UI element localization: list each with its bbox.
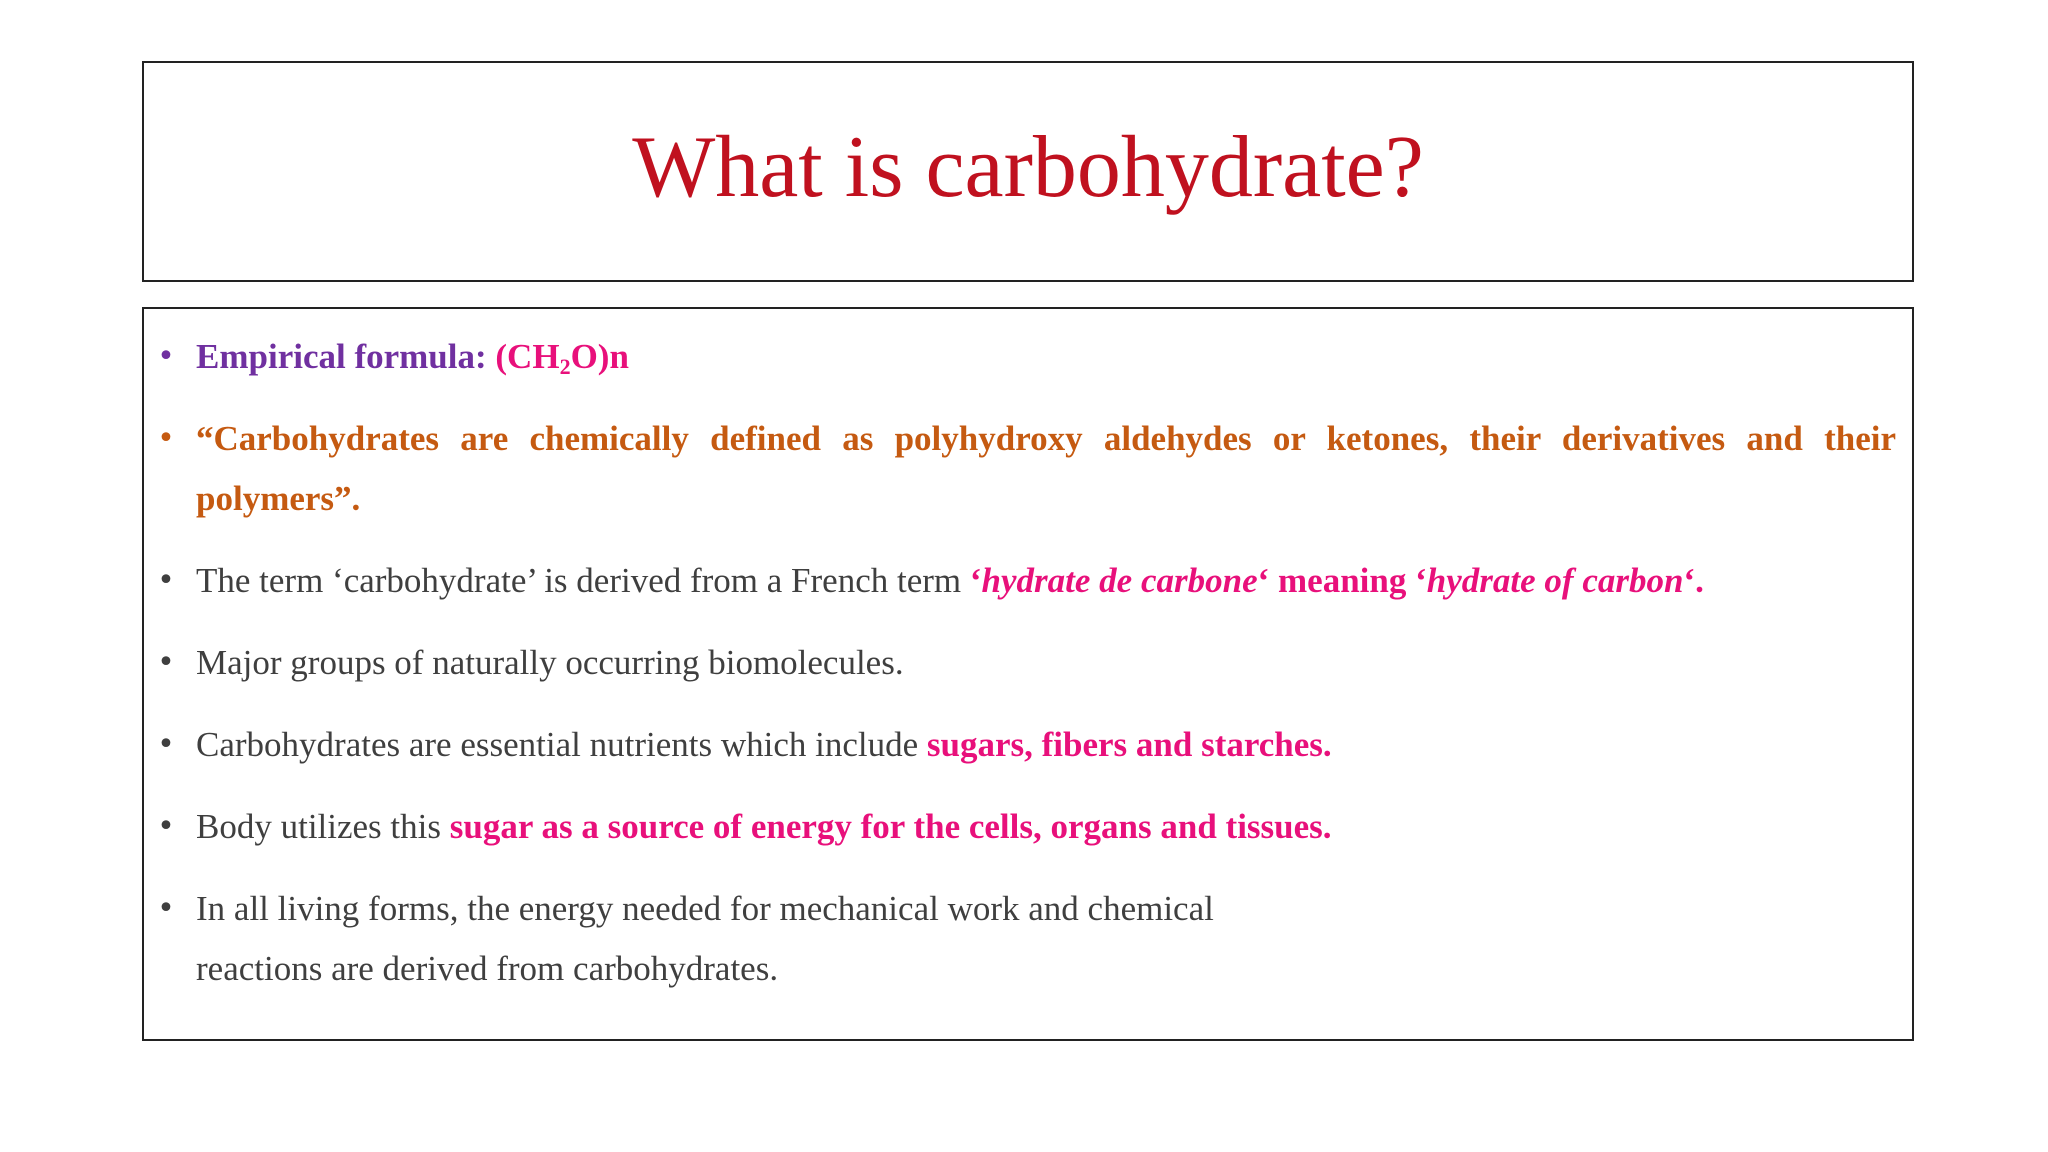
bullet-energy-source [157,797,1896,857]
content-box [142,307,1914,1041]
bullet-dot-icon: • [157,727,175,762]
bullet-nutrients [157,715,1896,775]
bullet-dot-icon: • [157,563,175,598]
nutrients-highlight: sugars, fibers and starches. [926,725,1332,764]
energy-source-highlight: sugar as a source of energy for the cells, organs and tissues. [449,807,1332,846]
living-forms-text: In all living forms, the energy needed for mechanical work and chemical reactions are derived from carbohydrates. [196,889,1214,988]
french-term: hydrate de carbone [981,561,1258,600]
bullet-biomolecules [157,633,1896,693]
bullet-dot-icon: • [157,421,175,456]
term-origin-text: The term ‘carbohydrate’ is derived from a French term ‘hydrate de carbone‘ meaning ‘hydrate of carbon‘. [196,561,1704,600]
bullet-empirical-formula [157,327,1896,387]
title-box [142,61,1914,282]
bullet-dot-icon: • [157,891,175,926]
empirical-formula-label: Empirical formula: [196,337,487,376]
slide-title: What is carbohydrate? [632,118,1424,216]
definition-text: “Carbohydrates are chemically defined as polyhydroxy aldehydes or ketones, their derivatives and their polymers”. [196,419,1896,518]
nutrients-text: Carbohydrates are essential nutrients which include sugars, fibers and starches. [196,725,1332,764]
empirical-formula: $(CH_2O)n$ [495,337,629,379]
energy-source-text: Body utilizes this sugar as a source of energy for the cells, organs and tissues. [196,807,1332,846]
bullet-living-forms [157,879,1896,999]
bullet-dot-icon: • [157,809,175,844]
bullet-definition [157,409,1896,529]
bullet-text [196,327,1896,387]
bullet-term-origin [157,551,1896,611]
english-term: hydrate of carbon [1426,561,1684,600]
bullet-dot-icon: • [157,645,175,680]
biomolecules-text: Major groups of naturally occurring biomolecules. [196,643,904,682]
bullet-dot-icon: • [157,339,175,374]
